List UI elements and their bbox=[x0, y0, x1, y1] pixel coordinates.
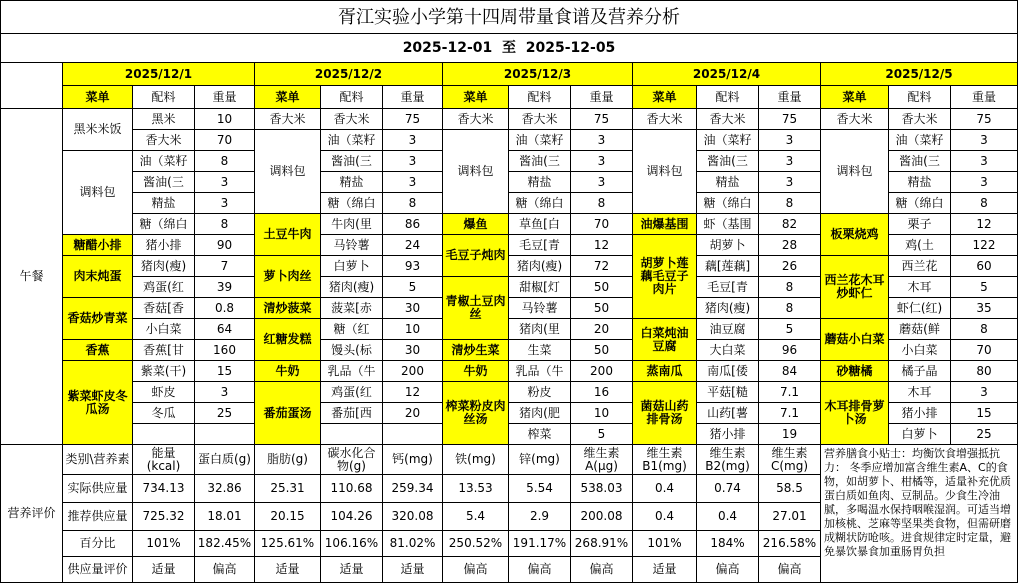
nutrient-header: 脂肪(g) bbox=[255, 445, 321, 475]
ingredient: 猪肉(瘦) bbox=[509, 256, 571, 277]
weight: 3 bbox=[383, 172, 443, 193]
weight: 64 bbox=[195, 319, 255, 340]
ingredient: 鸡蛋(红 bbox=[133, 277, 195, 298]
day-3-header: 2025/12/3 bbox=[443, 63, 633, 86]
day-2-header: 2025/12/2 bbox=[255, 63, 443, 86]
weight: 7.1 bbox=[759, 382, 821, 403]
col-dish: 菜单 bbox=[821, 86, 889, 109]
weight: 10 bbox=[195, 109, 255, 130]
ingredient: 西兰花 bbox=[889, 256, 951, 277]
day-4-header: 2025/12/4 bbox=[633, 63, 821, 86]
weight: 12 bbox=[951, 214, 1018, 235]
weight: 7 bbox=[195, 256, 255, 277]
ingredient: 香大米 bbox=[889, 109, 951, 130]
ingredient: 精盐 bbox=[889, 172, 951, 193]
nutrient-value: 101% bbox=[133, 531, 195, 557]
ingredient: 草鱼[白 bbox=[509, 214, 571, 235]
ingredient: 紫菜(干) bbox=[133, 361, 195, 382]
weight: 50 bbox=[571, 277, 633, 298]
dish: 木耳排骨萝卜汤 bbox=[821, 382, 889, 445]
weight: 15 bbox=[951, 403, 1018, 424]
ingredient: 香菇[香 bbox=[133, 298, 195, 319]
weight: 0.8 bbox=[195, 298, 255, 319]
ingredient: 精盐 bbox=[321, 172, 383, 193]
nutrient-value: 538.03 bbox=[571, 475, 633, 503]
ingredient: 酱油(三 bbox=[133, 172, 195, 193]
ingredient: 小白菜 bbox=[133, 319, 195, 340]
weight: 28 bbox=[759, 235, 821, 256]
dish: 牛奶 bbox=[443, 361, 509, 382]
ingredient: 鸡蛋(红 bbox=[321, 382, 383, 403]
nutrient-value: 5.4 bbox=[443, 503, 509, 531]
weight: 5 bbox=[571, 424, 633, 445]
dish: 土豆牛肉 bbox=[255, 214, 321, 256]
ingredient: 猪肉(瘦) bbox=[321, 277, 383, 298]
dish: 菌菇山药排骨汤 bbox=[633, 382, 697, 445]
weight: 84 bbox=[759, 361, 821, 382]
ingredient: 乳品（牛 bbox=[321, 361, 383, 382]
dish: 白菜炖油豆腐 bbox=[633, 319, 697, 361]
ingredient: 粉皮 bbox=[509, 382, 571, 403]
nutrient-value: 适量 bbox=[633, 557, 697, 583]
weight: 5 bbox=[383, 277, 443, 298]
nutrient-header: 维生素A(μg) bbox=[571, 445, 633, 475]
weight: 75 bbox=[383, 109, 443, 130]
ingredient: 木耳 bbox=[889, 382, 951, 403]
nutrient-value: 适量 bbox=[255, 557, 321, 583]
weight: 3 bbox=[571, 130, 633, 151]
row-label: 实际供应量 bbox=[63, 475, 133, 503]
nutrient-value: 110.68 bbox=[321, 475, 383, 503]
nutrient-value: 725.32 bbox=[133, 503, 195, 531]
dish: 清炒菠菜 bbox=[255, 298, 321, 319]
dish: 调料包 bbox=[63, 151, 133, 235]
weight: 96 bbox=[759, 340, 821, 361]
nutrient-value: 0.74 bbox=[697, 475, 759, 503]
col-ingredient: 配料 bbox=[321, 86, 383, 109]
weight: 3 bbox=[951, 172, 1018, 193]
dish: 爆鱼 bbox=[443, 214, 509, 235]
ingredient: 糖（绵白 bbox=[697, 193, 759, 214]
dish: 香大米 bbox=[255, 109, 321, 130]
nutrient-value: 20.15 bbox=[255, 503, 321, 531]
nutrient-value: 104.26 bbox=[321, 503, 383, 531]
weight: 70 bbox=[195, 130, 255, 151]
date-range: 2025-12-01 至 2025-12-05 bbox=[1, 34, 1018, 63]
ingredient: 藕[莲藕] bbox=[697, 256, 759, 277]
ingredient: 糖（绵白 bbox=[509, 193, 571, 214]
weight: 82 bbox=[759, 214, 821, 235]
nutrient-value: 184% bbox=[697, 531, 759, 557]
ingredient: 虾（基围 bbox=[697, 214, 759, 235]
ingredient: 小白菜 bbox=[889, 340, 951, 361]
dish: 油爆基围 bbox=[633, 214, 697, 235]
ingredient: 糖（绵白 bbox=[133, 214, 195, 235]
weight: 8 bbox=[195, 214, 255, 235]
nutrition-tip: 营养膳食小贴士：均衡饮食增强抵抗力： 冬季应增加富含维生素A、C的食物，如胡萝卜、柑橘等，适量补充优质蛋白质如鱼肉、豆制品。少食生冷油腻，多喝温水保持咽喉湿润。可适当增加核桃、芝麻等坚果类食物，但需研磨成糊状防呛咳。进食规律定时定量，避免暴饮暴食加重肠胃负担 bbox=[821, 445, 1018, 583]
ingredient: 精盐 bbox=[133, 193, 195, 214]
ingredient: 糖（红 bbox=[321, 319, 383, 340]
col-weight: 重量 bbox=[759, 86, 821, 109]
weight: 3 bbox=[951, 130, 1018, 151]
ingredient: 糖（绵白 bbox=[321, 193, 383, 214]
ingredient: 猪肉(瘦) bbox=[133, 256, 195, 277]
weight: 3 bbox=[759, 151, 821, 172]
ingredient: 香大米 bbox=[133, 130, 195, 151]
nutrient-value: 259.34 bbox=[383, 475, 443, 503]
row-label: 推荐供应量 bbox=[63, 503, 133, 531]
ingredient: 橘子晶 bbox=[889, 361, 951, 382]
ingredient: 酱油(三 bbox=[509, 151, 571, 172]
weight: 75 bbox=[759, 109, 821, 130]
ingredient: 番茄[西 bbox=[321, 403, 383, 424]
weight: 35 bbox=[951, 298, 1018, 319]
nutrient-value: 偏高 bbox=[571, 557, 633, 583]
col-dish: 菜单 bbox=[63, 86, 133, 109]
col-dish: 菜单 bbox=[443, 86, 509, 109]
weight: 8 bbox=[195, 151, 255, 172]
nutrient-value: 58.5 bbox=[759, 475, 821, 503]
weight: 5 bbox=[951, 277, 1018, 298]
weight: 93 bbox=[383, 256, 443, 277]
page-title: 胥江实验小学第十四周带量食谱及营养分析 bbox=[1, 1, 1018, 34]
ingredient: 蘑菇(鲜 bbox=[889, 319, 951, 340]
nutrient-header: 维生素C(mg) bbox=[759, 445, 821, 475]
ingredient: 乳品（牛 bbox=[509, 361, 571, 382]
weight: 12 bbox=[571, 235, 633, 256]
weight: 90 bbox=[195, 235, 255, 256]
weight: 8 bbox=[571, 193, 633, 214]
dish: 西兰花木耳炒虾仁 bbox=[821, 256, 889, 319]
ingredient: 油（菜籽 bbox=[509, 130, 571, 151]
weight: 8 bbox=[759, 277, 821, 298]
dish: 毛豆子炖肉 bbox=[443, 235, 509, 277]
nutrient-value: 13.53 bbox=[443, 475, 509, 503]
nutrient-value: 2.9 bbox=[509, 503, 571, 531]
ingredient: 甜椒[灯 bbox=[509, 277, 571, 298]
weight: 20 bbox=[383, 403, 443, 424]
ingredient: 栗子 bbox=[889, 214, 951, 235]
dish: 肉末炖蛋 bbox=[63, 256, 133, 298]
ingredient: 虾皮 bbox=[133, 382, 195, 403]
weight: 70 bbox=[571, 214, 633, 235]
nutrient-header: 蛋白质(g) bbox=[195, 445, 255, 475]
col-weight: 重量 bbox=[383, 86, 443, 109]
nutrient-value: 0.4 bbox=[633, 503, 697, 531]
weight: 70 bbox=[951, 340, 1018, 361]
weight: 160 bbox=[195, 340, 255, 361]
nutrient-header: 铁(mg) bbox=[443, 445, 509, 475]
nutrient-header: 维生素B1(mg) bbox=[633, 445, 697, 475]
ingredient: 毛豆[青 bbox=[509, 235, 571, 256]
nutrient-value: 81.02% bbox=[383, 531, 443, 557]
dish: 板栗烧鸡 bbox=[821, 214, 889, 256]
weight: 20 bbox=[571, 319, 633, 340]
dish: 调料包 bbox=[255, 130, 321, 214]
dish: 蘑菇小白菜 bbox=[821, 319, 889, 361]
weight: 3 bbox=[571, 172, 633, 193]
weight: 50 bbox=[571, 298, 633, 319]
col-weight: 重量 bbox=[571, 86, 633, 109]
nutrient-value: 偏高 bbox=[509, 557, 571, 583]
meal-label: 午餐 bbox=[1, 109, 63, 445]
dish: 糖醋小排 bbox=[63, 235, 133, 256]
row-label: 百分比 bbox=[63, 531, 133, 557]
ingredient: 香大米 bbox=[321, 109, 383, 130]
ingredient: 生菜 bbox=[509, 340, 571, 361]
weight: 3 bbox=[195, 193, 255, 214]
weight: 8 bbox=[759, 193, 821, 214]
weight: 3 bbox=[195, 172, 255, 193]
dish: 黑米米饭 bbox=[63, 109, 133, 151]
dish: 香蕉 bbox=[63, 340, 133, 361]
ingredient: 猪肉(里 bbox=[509, 319, 571, 340]
nutrition-section-label: 营养评价 bbox=[1, 445, 63, 583]
dish: 胡萝卜莲藕毛豆子肉片 bbox=[633, 235, 697, 319]
nutrient-header: 类别\营养素 bbox=[63, 445, 133, 475]
weight: 3 bbox=[195, 382, 255, 403]
ingredient: 馒头(标 bbox=[321, 340, 383, 361]
nutrient-header: 碳水化合物(g) bbox=[321, 445, 383, 475]
ingredient: 香蕉[甘 bbox=[133, 340, 195, 361]
nutrient-value: 268.91% bbox=[571, 531, 633, 557]
nutrient-header: 锌(mg) bbox=[509, 445, 571, 475]
ingredient: 香大米 bbox=[697, 109, 759, 130]
ingredient: 马铃薯 bbox=[509, 298, 571, 319]
ingredient: 油（菜籽 bbox=[889, 130, 951, 151]
dish: 清炒生菜 bbox=[443, 340, 509, 361]
dish: 牛奶 bbox=[255, 361, 321, 382]
row-label: 供应量评价 bbox=[63, 557, 133, 583]
weight: 8 bbox=[951, 193, 1018, 214]
ingredient: 胡萝卜 bbox=[697, 235, 759, 256]
ingredient: 猪肉(瘦) bbox=[697, 298, 759, 319]
weight: 60 bbox=[951, 256, 1018, 277]
ingredient: 猪肉(肥 bbox=[509, 403, 571, 424]
dish: 番茄蛋汤 bbox=[255, 382, 321, 445]
ingredient: 猪小排 bbox=[889, 403, 951, 424]
nutrient-value: 106.16% bbox=[321, 531, 383, 557]
weight: 10 bbox=[571, 403, 633, 424]
dish: 香大米 bbox=[443, 109, 509, 130]
dish: 调料包 bbox=[633, 130, 697, 214]
ingredient: 油（菜籽 bbox=[697, 130, 759, 151]
weight: 3 bbox=[383, 130, 443, 151]
dish: 砂糖橘 bbox=[821, 361, 889, 382]
weight: 24 bbox=[383, 235, 443, 256]
ingredient: 酱油(三 bbox=[697, 151, 759, 172]
ingredient: 油（菜籽 bbox=[321, 130, 383, 151]
ingredient: 香大米 bbox=[509, 109, 571, 130]
dish: 青椒土豆肉丝 bbox=[443, 277, 509, 340]
nutrient-value: 偏高 bbox=[759, 557, 821, 583]
ingredient: 精盐 bbox=[697, 172, 759, 193]
weight: 3 bbox=[951, 151, 1018, 172]
ingredient: 鸡(土 bbox=[889, 235, 951, 256]
weight: 50 bbox=[571, 340, 633, 361]
weight: 75 bbox=[571, 109, 633, 130]
dish: 紫菜虾皮冬瓜汤 bbox=[63, 361, 133, 445]
nutrient-value: 32.86 bbox=[195, 475, 255, 503]
nutrient-header: 钙(mg) bbox=[383, 445, 443, 475]
ingredient: 毛豆[青 bbox=[697, 277, 759, 298]
ingredient: 猪小排 bbox=[697, 424, 759, 445]
ingredient: 酱油(三 bbox=[321, 151, 383, 172]
weight: 3 bbox=[383, 151, 443, 172]
dish: 香菇炒青菜 bbox=[63, 298, 133, 340]
nutrient-value: 27.01 bbox=[759, 503, 821, 531]
nutrient-value: 25.31 bbox=[255, 475, 321, 503]
dish: 香大米 bbox=[633, 109, 697, 130]
nutrient-value: 125.61% bbox=[255, 531, 321, 557]
weight: 122 bbox=[951, 235, 1018, 256]
weight: 3 bbox=[759, 172, 821, 193]
dish: 调料包 bbox=[443, 130, 509, 214]
weight: 16 bbox=[571, 382, 633, 403]
ingredient: 酱油(三 bbox=[889, 151, 951, 172]
nutrient-value: 偏高 bbox=[195, 557, 255, 583]
ingredient: 虾仁(红) bbox=[889, 298, 951, 319]
nutrient-value: 182.45% bbox=[195, 531, 255, 557]
dish: 香大米 bbox=[821, 109, 889, 130]
col-dish: 菜单 bbox=[633, 86, 697, 109]
weight: 3 bbox=[759, 130, 821, 151]
nutrient-value: 0.4 bbox=[633, 475, 697, 503]
col-weight: 重量 bbox=[951, 86, 1018, 109]
ingredient: 山药[薯 bbox=[697, 403, 759, 424]
ingredient: 黑米 bbox=[133, 109, 195, 130]
ingredient: 油豆腐 bbox=[697, 319, 759, 340]
nutrient-value: 216.58% bbox=[759, 531, 821, 557]
ingredient: 木耳 bbox=[889, 277, 951, 298]
nutrient-value: 18.01 bbox=[195, 503, 255, 531]
weight: 12 bbox=[383, 382, 443, 403]
ingredient: 马铃薯 bbox=[321, 235, 383, 256]
weight: 7.1 bbox=[759, 403, 821, 424]
weight: 5 bbox=[759, 319, 821, 340]
nutrient-value: 偏高 bbox=[697, 557, 759, 583]
weight: 25 bbox=[951, 424, 1018, 445]
dish: 榨菜粉皮肉丝汤 bbox=[443, 382, 509, 445]
weight: 10 bbox=[383, 319, 443, 340]
nutrient-value: 偏高 bbox=[443, 557, 509, 583]
weight: 72 bbox=[571, 256, 633, 277]
day-5-header: 2025/12/5 bbox=[821, 63, 1018, 86]
nutrient-value: 191.17% bbox=[509, 531, 571, 557]
ingredient: 白萝卜 bbox=[889, 424, 951, 445]
col-weight: 重量 bbox=[195, 86, 255, 109]
nutrient-value: 734.13 bbox=[133, 475, 195, 503]
weight: 19 bbox=[759, 424, 821, 445]
dish: 红糖发糕 bbox=[255, 319, 321, 361]
ingredient: 白萝卜 bbox=[321, 256, 383, 277]
nutrient-value: 5.54 bbox=[509, 475, 571, 503]
nutrient-value: 适量 bbox=[133, 557, 195, 583]
col-ingredient: 配料 bbox=[697, 86, 759, 109]
nutrient-value: 适量 bbox=[321, 557, 383, 583]
col-ingredient: 配料 bbox=[133, 86, 195, 109]
weight: 80 bbox=[951, 361, 1018, 382]
day-1-header: 2025/12/1 bbox=[63, 63, 255, 86]
weight: 26 bbox=[759, 256, 821, 277]
nutrient-value: 0.4 bbox=[697, 503, 759, 531]
col-ingredient: 配料 bbox=[509, 86, 571, 109]
ingredient: 大白菜 bbox=[697, 340, 759, 361]
weight: 30 bbox=[383, 298, 443, 319]
ingredient: 冬瓜 bbox=[133, 403, 195, 424]
weight: 39 bbox=[195, 277, 255, 298]
ingredient: 南瓜[倭 bbox=[697, 361, 759, 382]
ingredient: 油（菜籽 bbox=[133, 151, 195, 172]
col-dish: 菜单 bbox=[255, 86, 321, 109]
weight: 8 bbox=[383, 193, 443, 214]
ingredient: 榨菜 bbox=[509, 424, 571, 445]
ingredient: 牛肉(里 bbox=[321, 214, 383, 235]
weight: 8 bbox=[759, 298, 821, 319]
weight: 8 bbox=[951, 319, 1018, 340]
weight: 86 bbox=[383, 214, 443, 235]
dish: 萝卜肉丝 bbox=[255, 256, 321, 298]
ingredient: 平菇[糙 bbox=[697, 382, 759, 403]
weight: 75 bbox=[951, 109, 1018, 130]
nutrient-value: 200.08 bbox=[571, 503, 633, 531]
ingredient: 糖（绵白 bbox=[889, 193, 951, 214]
ingredient: 精盐 bbox=[509, 172, 571, 193]
col-ingredient: 配料 bbox=[889, 86, 951, 109]
weight: 200 bbox=[571, 361, 633, 382]
dish: 蒸南瓜 bbox=[633, 361, 697, 382]
weight: 3 bbox=[571, 151, 633, 172]
weight: 200 bbox=[383, 361, 443, 382]
weight: 15 bbox=[195, 361, 255, 382]
nutrient-value: 320.08 bbox=[383, 503, 443, 531]
weight: 30 bbox=[383, 340, 443, 361]
weight: 3 bbox=[951, 382, 1018, 403]
ingredient: 菠菜[赤 bbox=[321, 298, 383, 319]
nutrient-header: 维生素B2(mg) bbox=[697, 445, 759, 475]
dish: 调料包 bbox=[821, 130, 889, 214]
nutrient-value: 101% bbox=[633, 531, 697, 557]
nutrient-value: 250.52% bbox=[443, 531, 509, 557]
nutrient-header: 能量(kcal) bbox=[133, 445, 195, 475]
weight: 25 bbox=[195, 403, 255, 424]
ingredient: 猪小排 bbox=[133, 235, 195, 256]
nutrient-value: 适量 bbox=[383, 557, 443, 583]
